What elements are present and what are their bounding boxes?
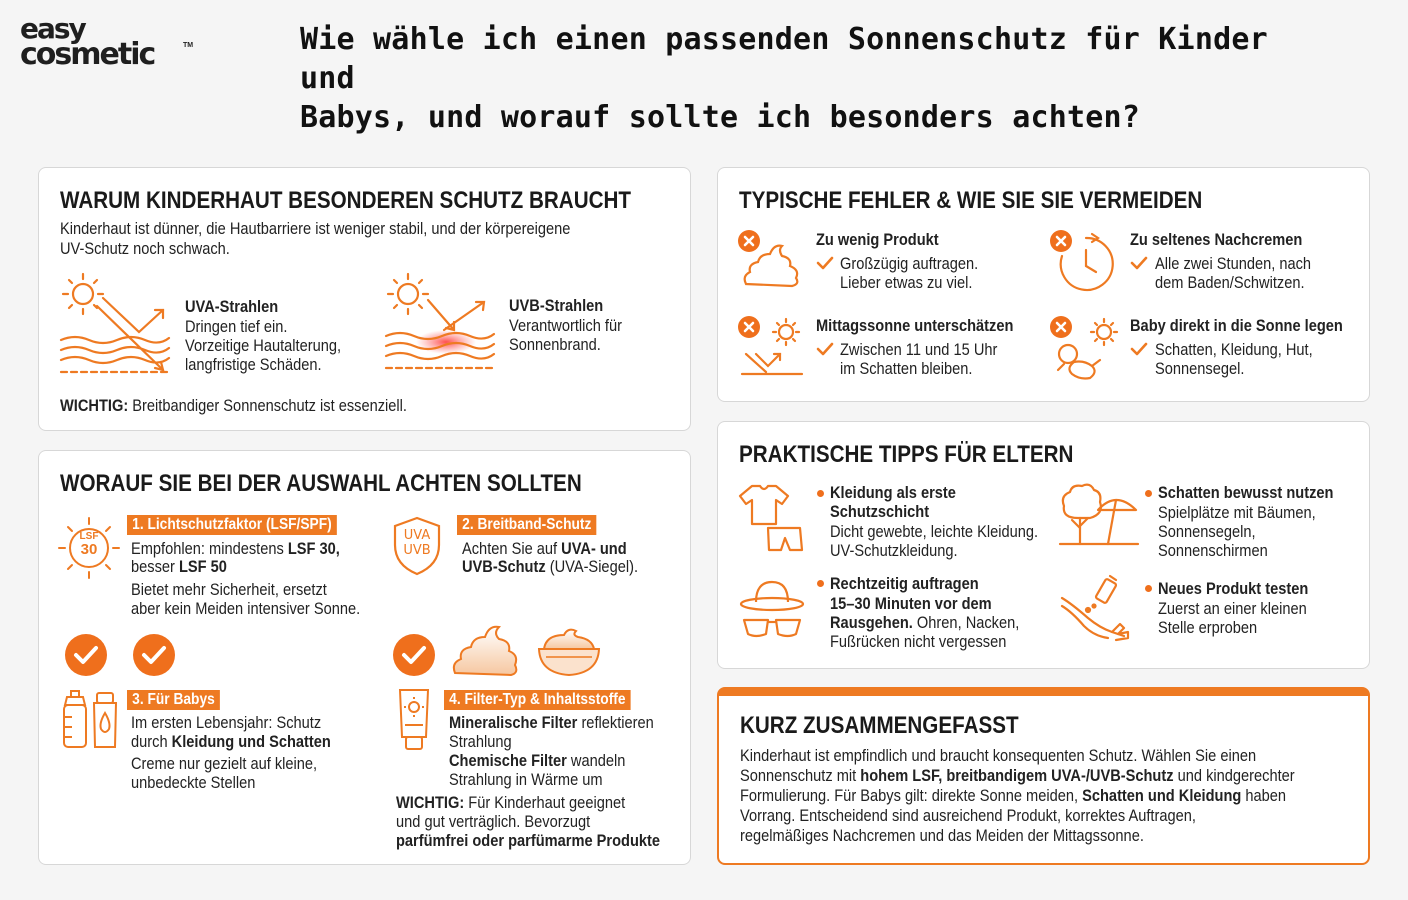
lsf-badge-top: LSF	[79, 531, 99, 542]
uva-line-1: Dringen tief ein.	[185, 317, 288, 336]
sunscreen-bottle-icon	[91, 691, 119, 751]
check-mark-icon	[816, 255, 834, 271]
broadband-line-2	[462, 557, 638, 577]
lsf-line-1	[131, 539, 340, 559]
check-icon	[133, 634, 175, 676]
babies-line-1: Im ersten Lebensjahr: Schutz	[131, 713, 322, 732]
tip-2-line-3: Sonnenschirmen	[1158, 541, 1268, 560]
mistake-3-line-2: im Schatten bleiben.	[840, 359, 973, 378]
lsf-line-1b: LSF 30,	[287, 539, 340, 558]
tip-1-line-1: Dicht gewebte, leichte Kleidung.	[830, 522, 1039, 541]
page-title	[300, 20, 1280, 137]
check-mark-icon	[816, 341, 834, 357]
mistake-4-line-1: Schatten, Kleidung, Hut,	[1155, 340, 1313, 359]
mistake-3-title: Mittagssonne unterschätzen	[816, 316, 1014, 335]
bullet-dot	[817, 490, 824, 497]
filter-line-1a: Mineralische Filter	[449, 713, 578, 732]
summary-line-5: regelmäßiges Nachcremen und das Meiden der Mittagssonne.	[740, 826, 1144, 845]
tip-1-title-2: Schutzschicht	[830, 502, 930, 521]
tip-3-line-2b: Ohren, Nacken,	[912, 613, 1020, 632]
lsf-badge-number: 30	[80, 541, 98, 558]
summary-line-2c: und kindgerechter	[1173, 766, 1295, 785]
mistake-2-line-2: dem Baden/Schwitzen.	[1155, 273, 1305, 292]
babies-line-2	[131, 732, 331, 752]
page-title-line-2: Babys, und worauf sollte ich besonders achten?	[300, 100, 1141, 135]
cream-dollop-icon	[740, 238, 802, 290]
mistake-1-line-1: Großzügig auftragen.	[840, 254, 979, 273]
logo-line-1: easy	[20, 12, 85, 45]
mistake-3-line-1: Zwischen 11 und 15 Uhr	[840, 340, 998, 359]
tip-1-line-2: UV-Schutzkleidung.	[830, 541, 958, 560]
summary-line-3b: Schatten und Kleidung	[1082, 786, 1242, 805]
lsf-line-2a: besser	[131, 557, 179, 576]
baby-bottle-icon	[59, 687, 91, 751]
filter-warning-2: und gut verträglich. Bevorzugt	[396, 812, 591, 831]
mistake-2-line-1: Alle zwei Stunden, nach	[1155, 254, 1312, 273]
tip-3-line-3: Fußrücken nicht vergessen	[830, 632, 1007, 651]
brand-logo	[20, 12, 194, 72]
tip-2-line-1: Spielplätze mit Bäumen,	[1158, 503, 1316, 522]
summary-line-2	[740, 766, 1295, 786]
bullet-dot	[1145, 490, 1152, 497]
section-label-broadband: 2. Breitband-Schutz	[457, 515, 597, 535]
mistake-2-title: Zu seltenes Nachcremen	[1130, 230, 1303, 249]
babies-line-4: unbedeckte Stellen	[131, 773, 256, 792]
tip-4-line-1: Zuerst an einer kleinen	[1158, 599, 1307, 618]
tree-umbrella-icon	[1058, 482, 1140, 548]
babies-line-2a: durch	[131, 732, 172, 751]
intro-line-2: UV-Schutz noch schwach.	[60, 239, 230, 258]
filter-line-4: Strahlung in Wärme um	[449, 770, 603, 789]
clock-icon	[1054, 232, 1118, 296]
summary-line-4: Vorrang. Entscheidend sind ausreichend Produkt, korrektes Auftragen,	[740, 806, 1196, 825]
summary-line-3c: haben	[1241, 786, 1287, 805]
card-heading: WARUM KINDERHAUT BESONDEREN SCHUTZ BRAUCHT	[60, 187, 632, 214]
filter-line-2: Strahlung	[449, 732, 512, 751]
important-text: Breitbandiger Sonnenschutz ist essenziell.	[128, 396, 407, 415]
tip-4-title: Neues Produkt testen	[1158, 579, 1309, 598]
shield-text-top: UVA	[403, 528, 431, 543]
mistake-1-line-2: Lieber etwas zu viel.	[840, 273, 973, 292]
cream-bowl-icon	[536, 623, 602, 679]
summary-line-3a: Formulierung. Für Babys gilt: direkte Sonne meiden,	[740, 786, 1083, 805]
filter-warning-text-1: Für Kinderhaut geeignet	[464, 793, 626, 812]
section-label-babies: 3. Für Babys	[127, 690, 220, 710]
babies-line-3: Creme nur gezielt auf kleine,	[131, 754, 318, 773]
card-heading: PRAKTISCHE TIPPS FÜR ELTERN	[739, 441, 1074, 468]
check-icon	[65, 634, 107, 676]
filter-line-3a: Chemische Filter	[449, 751, 567, 770]
intro-line-1: Kinderhaut ist dünner, die Hautbarriere ist weniger stabil, und der körpereigene	[60, 219, 571, 238]
uvb-title: UVB-Strahlen	[509, 296, 604, 315]
filter-warning-label: WICHTIG:	[396, 793, 465, 812]
uvb-line-1: Verantwortlich für	[509, 316, 622, 335]
section-label-filter: 4. Filter-Typ & Inhaltsstoffe	[444, 690, 631, 710]
tip-3-title: Rechtzeitig auftragen	[830, 574, 979, 593]
card-summary	[717, 687, 1370, 865]
uva-title: UVA-Strahlen	[185, 297, 279, 316]
arm-test-icon	[1058, 574, 1132, 644]
tip-2-line-2: Sonnensegeln,	[1158, 522, 1256, 541]
lsf-line-4: aber kein Meiden intensiver Sonne.	[131, 599, 361, 618]
check-mark-icon	[1130, 255, 1148, 271]
filter-warning-1	[396, 793, 625, 813]
uvb-sun-burn-icon	[384, 272, 496, 380]
tip-3-line-1: 15–30 Minuten vor dem	[830, 594, 992, 613]
midday-sun-icon	[740, 316, 806, 382]
section-label-lsf: 1. Lichtschutzfaktor (LSF/SPF)	[127, 515, 337, 535]
logo-line-2: cosmetic	[20, 37, 155, 72]
card-why-protection	[38, 167, 691, 431]
broadband-line-1	[462, 539, 627, 559]
mistake-1-title: Zu wenig Produkt	[816, 230, 939, 249]
broadband-line-1a: Achten Sie auf	[462, 539, 562, 558]
filter-line-3	[449, 751, 625, 771]
hat-sunglasses-icon	[738, 578, 806, 640]
uva-line-3: langfristige Schäden.	[185, 355, 322, 374]
summary-line-3	[740, 786, 1286, 806]
filter-line-3b: wandeln	[566, 751, 626, 770]
clothing-icon	[738, 482, 804, 554]
check-icon	[393, 634, 435, 676]
summary-line-1: Kinderhaut ist empfindlich und braucht konsequenten Schutz. Wählen Sie einen	[740, 746, 1257, 765]
logo-trademark: TM	[183, 42, 194, 49]
shield-text-bottom: UVB	[403, 543, 431, 558]
cream-dollop-icon	[449, 619, 523, 679]
lsf-line-2b: LSF 50	[178, 557, 227, 576]
tip-1-title-1: Kleidung als erste	[830, 483, 956, 502]
uva-line-2: Vorzeitige Hautalterung,	[185, 336, 342, 355]
lsf-line-3: Bietet mehr Sicherheit, ersetzt	[131, 580, 327, 599]
tip-2-title: Schatten bewusst nutzen	[1158, 483, 1334, 502]
check-mark-icon	[1130, 341, 1148, 357]
summary-line-2a: Sonnenschutz mit	[740, 766, 861, 785]
card-heading: TYPISCHE FEHLER & WIE SIE SIE VERMEIDEN	[739, 187, 1203, 214]
mistake-4-title: Baby direkt in die Sonne legen	[1130, 316, 1343, 335]
broadband-line-2b: (UVA-Siegel).	[545, 557, 639, 576]
card-parent-tips	[717, 421, 1370, 669]
baby-sun-icon	[1050, 316, 1120, 384]
important-label: WICHTIG:	[60, 396, 129, 415]
filter-line-1b: reflektieren	[577, 713, 654, 732]
tip-4-line-2: Stelle erproben	[1158, 618, 1258, 637]
tip-3-line-2	[830, 613, 1019, 633]
card-selection-criteria	[38, 450, 691, 865]
summary-line-2b: hohem LSF, breitbandigem UVA-/UVB-Schutz	[860, 766, 1174, 785]
important-note	[60, 396, 407, 416]
mistake-4-line-2: Sonnensegel.	[1155, 359, 1245, 378]
filter-line-1	[449, 713, 654, 733]
broadband-line-2a: UVB-Schutz	[462, 557, 546, 576]
card-heading: WORAUF SIE BEI DER AUSWAHL ACHTEN SOLLTEN	[60, 470, 582, 497]
babies-line-2b: Kleidung und Schatten	[171, 732, 331, 751]
broadband-line-1b: UVA- und	[561, 539, 627, 558]
sunscreen-tube-icon	[397, 687, 431, 753]
bullet-dot	[1145, 585, 1152, 592]
card-heading: KURZ ZUSAMMENGEFASST	[740, 712, 1019, 739]
lsf-line-2	[131, 557, 227, 577]
uva-sun-skin-icon	[59, 272, 171, 380]
card-typical-mistakes	[717, 167, 1370, 402]
tip-3-line-2a: Rausgehen.	[830, 613, 913, 632]
uvb-line-2: Sonnenbrand.	[509, 335, 601, 354]
filter-warning-3: parfümfrei oder parfümarme Produkte	[396, 831, 661, 850]
page-title-line-1: Wie wähle ich einen passenden Sonnenschutz für Kinder und	[300, 22, 1268, 96]
lsf-line-1a: Empfohlen: mindestens	[131, 539, 288, 558]
bullet-dot	[817, 580, 824, 587]
